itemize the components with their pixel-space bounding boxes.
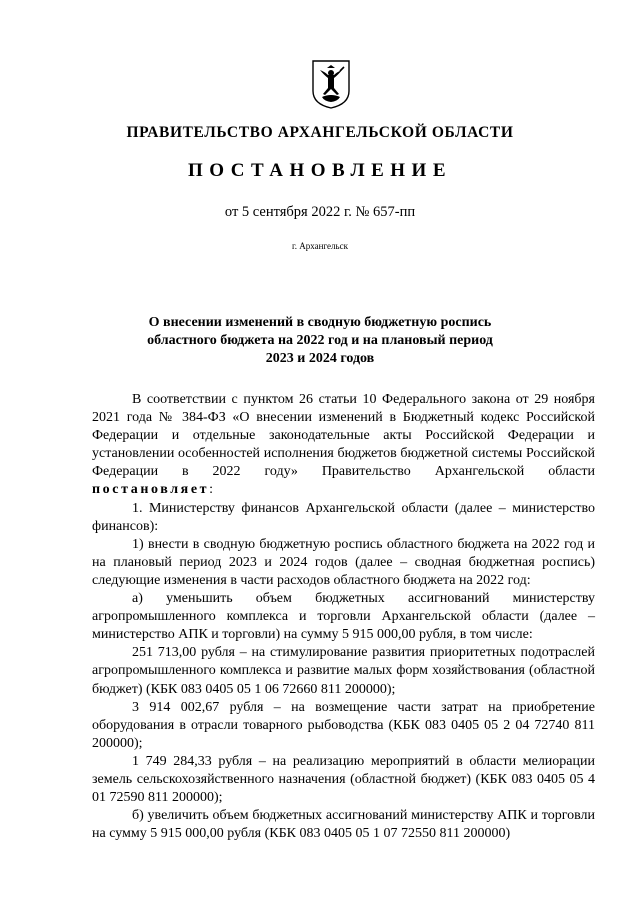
document-subject xyxy=(140,314,500,368)
preamble-text: В соответствии с пунктом 26 статьи 10 Федерального закона от 29 ноября 2021 года № 384-ФЗ «О внесении изменений в Бюджетный кодекс Российской Федерации и отдельные законодательные акты Российской Федерации и установлении особенностей исполнения бюджетов бюджетной системы Российской Федерации в 2022 году» Правительство Архангельской области xyxy=(92,392,595,480)
document-body xyxy=(92,391,595,843)
paragraph-item-a: а) уменьшить объем бюджетных ассигнований министерству агропромышленного комплекса и торговли Архангельской области (далее – министерство АПК и торговли) на сумму 5 915 000,00 рубля, в том числе: xyxy=(92,591,595,643)
paragraph-item-1: 1. Министерству финансов Архангельской области (далее – министерство финансов): xyxy=(92,500,595,534)
paragraph-amount-2: 3 914 002,67 рубля – на возмещение части затрат на приобретение оборудования в отрасли товарного рыбоводства (КБК 083 0405 05 2 04 72740 811 200000); xyxy=(92,699,595,751)
paragraph-amount-3: 1 749 284,33 рубля – на реализацию мероприятий в области мелиорации земель сельскохозяйственного назначения (областной бюджет) (КБК 083 0405 05 4 01 72590 811 200000); xyxy=(92,753,595,806)
subject-line: О внесении изменений в сводную бюджетную роспись xyxy=(148,315,492,330)
paragraph-item-b: б) увеличить объем бюджетных ассигнований министерству АПК и торговли на сумму 5 915 000,00 рубля (КБК 083 0405 05 1 07 72550 811 200000) xyxy=(92,808,595,842)
subject-line: 2023 и 2024 годов xyxy=(265,351,375,366)
paragraph-item-1-1: 1) внести в сводную бюджетную роспись областного бюджета на 2022 год и на плановый период 2023 и 2024 годов (далее – сводная бюджетная роспись) следующие изменения в части расходов областного бюджета на 2022 год: xyxy=(92,536,595,588)
government-title: ПРАВИТЕЛЬСТВО АРХАНГЕЛЬСКОЙ ОБЛАСТИ xyxy=(126,124,514,141)
preamble-paragraph xyxy=(92,391,595,500)
resolves-colon: : xyxy=(209,482,214,498)
document-city: г. Архангельск xyxy=(292,241,348,251)
subject-line: областного бюджета на 2022 год и на плановый период xyxy=(147,333,493,348)
document-date-number: от 5 сентября 2022 г. № 657-пп xyxy=(224,204,416,220)
document-type: ПОСТАНОВЛЕНИЕ xyxy=(187,160,453,181)
paragraph-amount-1: 251 713,00 рубля – на стимулирование развития приоритетных подотраслей агропромышленного комплекса и развитие малых форм хозяйствования (областной бюджет) (КБК 083 0405 05 1 06 72660 811 200000); xyxy=(92,645,595,697)
coat-of-arms-icon xyxy=(310,58,352,110)
resolves-word: постановляет xyxy=(92,482,210,498)
